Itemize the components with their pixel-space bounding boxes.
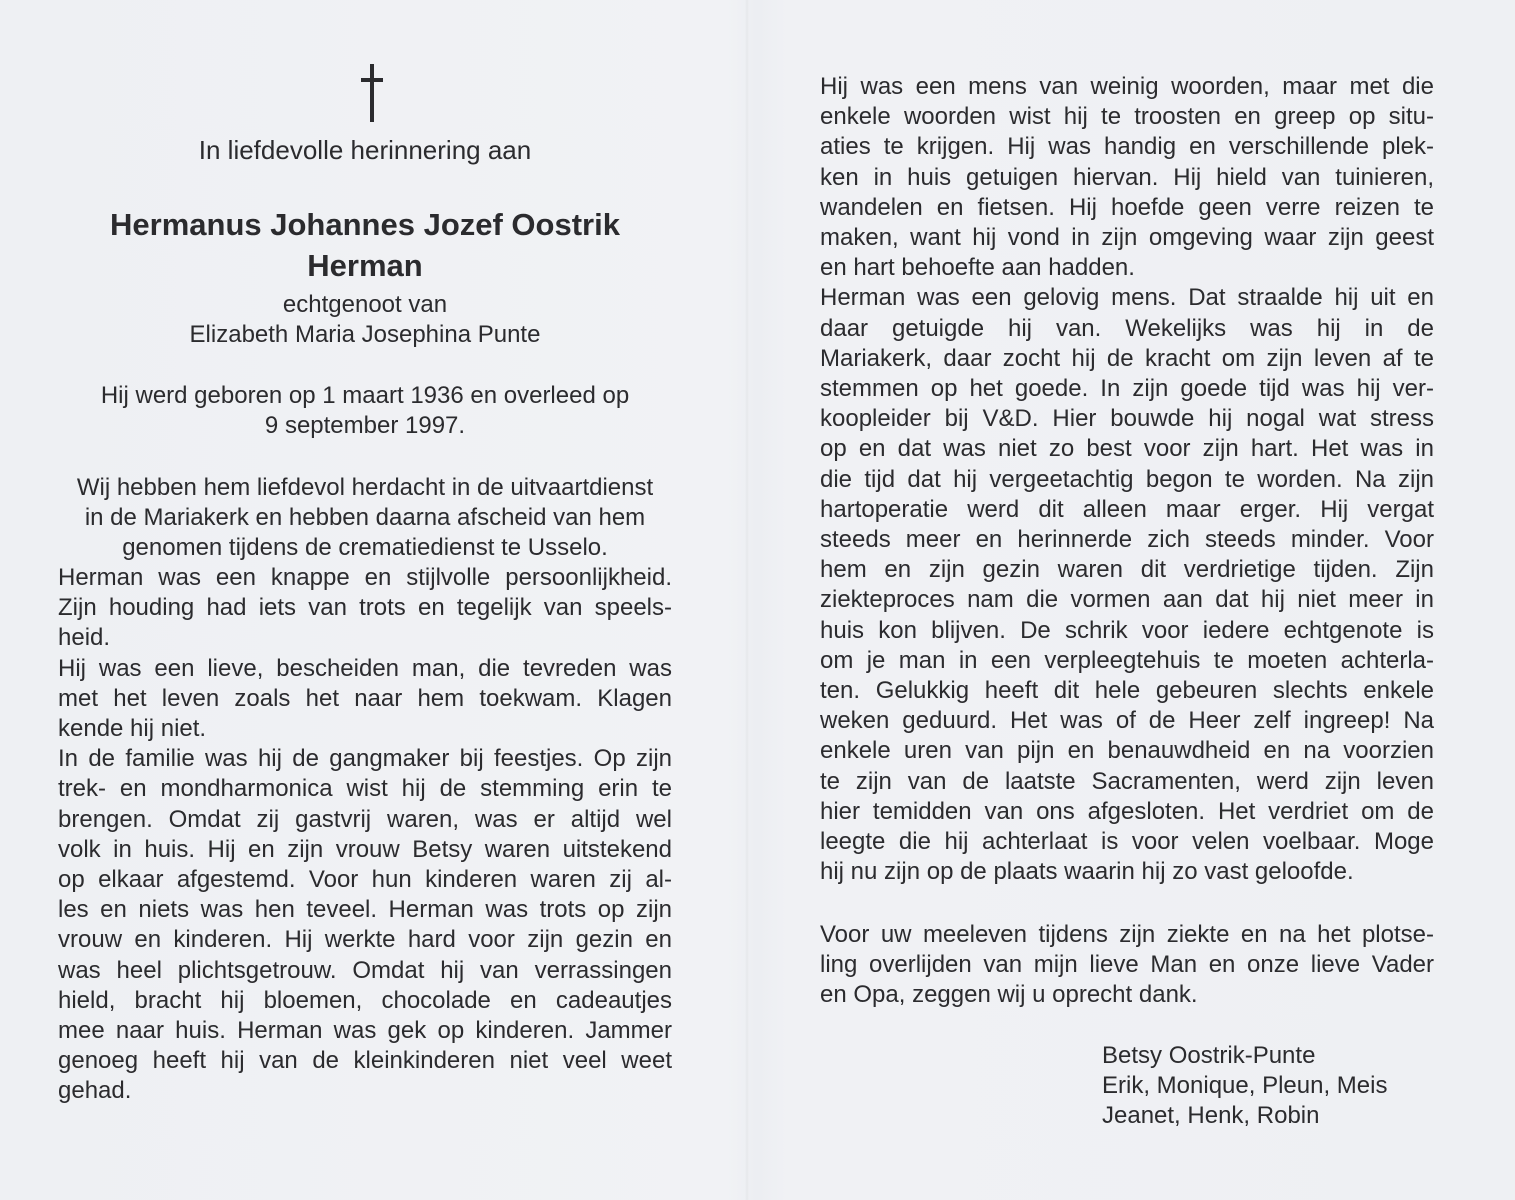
tribute-intro-line: genomen tijdens de crematiedienst te Usselo. xyxy=(122,534,608,561)
text-line: hier temidden van ons afgesloten. Het verdriet om de xyxy=(820,797,1434,825)
text-line: Hij was een mens van weinig woorden, maar met die xyxy=(820,73,1434,100)
text-line: daar getuigde hij van. Wekelijks was hij in de xyxy=(820,314,1434,342)
text-line: leegte die hij achterlaat is voor velen voelbaar. Moge xyxy=(820,828,1434,856)
signature-line: Betsy Oostrik-Punte xyxy=(1102,1042,1316,1069)
cross-icon xyxy=(358,62,386,124)
text-line: Hij was een lieve, bescheiden man, die tevreden was xyxy=(58,654,672,682)
text-line: brengen. Omdat zij gastvrij waren, was er altijd wel xyxy=(58,805,672,833)
text-line: die tijd dat hij vergeetachtig begon te worden. Na zijn xyxy=(820,465,1434,493)
right-tribute-body xyxy=(820,72,1434,887)
text-line: enkele woorden wist hij te troosten en greep op situ- xyxy=(820,103,1434,131)
text-line: mee naar huis. Herman was gek op kinderen. Jammer xyxy=(58,1017,672,1045)
text-line: trek- en mondharmonica wist hij de stemming erin te xyxy=(58,775,672,803)
text-line: stemmen op het goede. In zijn goede tijd was hij ver- xyxy=(820,375,1434,403)
text-line: te zijn van de laatste Sacramenten, werd zijn leven xyxy=(820,767,1434,795)
text-line: Voor uw meeleven tijdens zijn ziekte en na het plotse- xyxy=(820,921,1434,948)
text-line: ling overlijden van mijn lieve Man en onze lieve Vader xyxy=(820,951,1434,979)
text-line: Zijn houding had iets van trots en tegelijk van speels- xyxy=(58,594,672,622)
signature-line: Erik, Monique, Pleun, Meis xyxy=(1102,1072,1388,1099)
life-dates xyxy=(58,381,672,441)
text-line: hield, bracht hij bloemen, chocolade en cadeautjes xyxy=(58,986,672,1014)
text-line: om je man in een verpleegtehuis te moeten achterla- xyxy=(820,646,1434,674)
text-line: hij nu zijn op de plaats waarin hij zo vast geloofde. xyxy=(820,858,1354,886)
text-line: ten. Gelukkig heeft dit hele gebeuren slechts enkele xyxy=(820,677,1434,705)
text-line: enkele uren van pijn en benauwdheid en na voorzien xyxy=(820,737,1434,765)
text-line: volk in huis. Hij en zijn vrouw Betsy waren uitstekend xyxy=(58,835,672,863)
text-line: aties te krijgen. Hij was handig en verschillende plek- xyxy=(820,133,1434,161)
text-line: vrouw en kinderen. Hij werkte hard voor zijn gezin en xyxy=(58,926,672,954)
text-line: weken geduurd. Het was of de Heer zelf ingreep! Na xyxy=(820,707,1434,735)
text-line: was heel plichtsgetrouw. Omdat hij van verrassingen xyxy=(58,956,672,984)
text-line: met het leven zoals het naar hem toekwam. Klagen xyxy=(58,684,672,712)
text-line: steeds meer en herinnerde zich steeds minder. Voor xyxy=(820,526,1434,554)
text-line: In de familie was hij de gangmaker bij feestjes. Op zijn xyxy=(58,745,672,773)
deceased-nickname: Herman xyxy=(307,248,423,283)
signature-line: Jeanet, Henk, Robin xyxy=(1102,1102,1320,1129)
thanks-paragraph xyxy=(820,920,1434,1011)
tribute-intro xyxy=(58,473,672,563)
tribute-intro-line: in de Mariakerk en hebben daarna afscheid van hem xyxy=(84,504,646,531)
left-tribute-body xyxy=(58,563,672,1107)
text-line: en hart behoefte aan hadden. xyxy=(820,254,1135,282)
intro-text: In liefdevolle herinnering aan xyxy=(198,135,532,165)
text-line: genoeg heeft hij van de kleinkinderen niet veel weet xyxy=(58,1047,672,1075)
spouse-label: echtgenoot van xyxy=(282,291,448,318)
text-line: wandelen en fietsen. Hij hoefde geen verre reizen te xyxy=(820,193,1434,221)
text-line: ziekteproces nam die vormen aan dat hij niet meer in xyxy=(820,586,1434,614)
text-line: op elkaar afgestemd. Voor hun kinderen waren zij al- xyxy=(58,866,672,894)
deceased-name: Hermanus Johannes Jozef Oostrik xyxy=(110,207,620,242)
text-line: Mariakerk, daar zocht hij de kracht om zijn leven af te xyxy=(820,344,1434,372)
life-dates-line: 9 september 1997. xyxy=(264,412,466,439)
life-dates-line: Hij werd geboren op 1 maart 1936 en overleed op xyxy=(100,382,630,409)
text-line: kende hij niet. xyxy=(58,715,207,743)
text-line: ken in huis getuigen hiervan. Hij hield van tuinieren, xyxy=(820,163,1434,191)
text-line: huis kon blijven. De schrik voor iedere echtgenote is xyxy=(820,616,1434,644)
text-line: hem en zijn gezin waren dit verdrietige tijden. Zijn xyxy=(820,556,1434,584)
text-line: koopleider bij V&D. Hier bouwde hij nogal wat stress xyxy=(820,405,1434,433)
text-line: les en niets was hen teveel. Herman was trots op zijn xyxy=(58,896,672,924)
text-line: op en dat was niet zo best voor zijn hart. Het was in xyxy=(820,435,1434,463)
text-line: heid. xyxy=(58,624,111,652)
signature-block xyxy=(1102,1041,1387,1131)
card-fold xyxy=(745,0,749,1200)
tribute-intro-line: Wij hebben hem liefdevol herdacht in de uitvaartdienst xyxy=(76,474,654,501)
text-line: gehad. xyxy=(58,1077,132,1105)
spouse-name: Elizabeth Maria Josephina Punte xyxy=(189,321,541,348)
text-line: maken, want hij vond in zijn omgeving waar zijn geest xyxy=(820,224,1434,252)
text-line: Herman was een knappe en stijlvolle persoonlijkheid. xyxy=(58,564,672,591)
text-line: en Opa, zeggen wij u oprecht dank. xyxy=(820,981,1198,1009)
text-line: Herman was een gelovig mens. Dat straalde hij uit en xyxy=(820,284,1434,312)
text-line: hartoperatie werd dit alleen maar erger. Hij vergat xyxy=(820,495,1434,523)
